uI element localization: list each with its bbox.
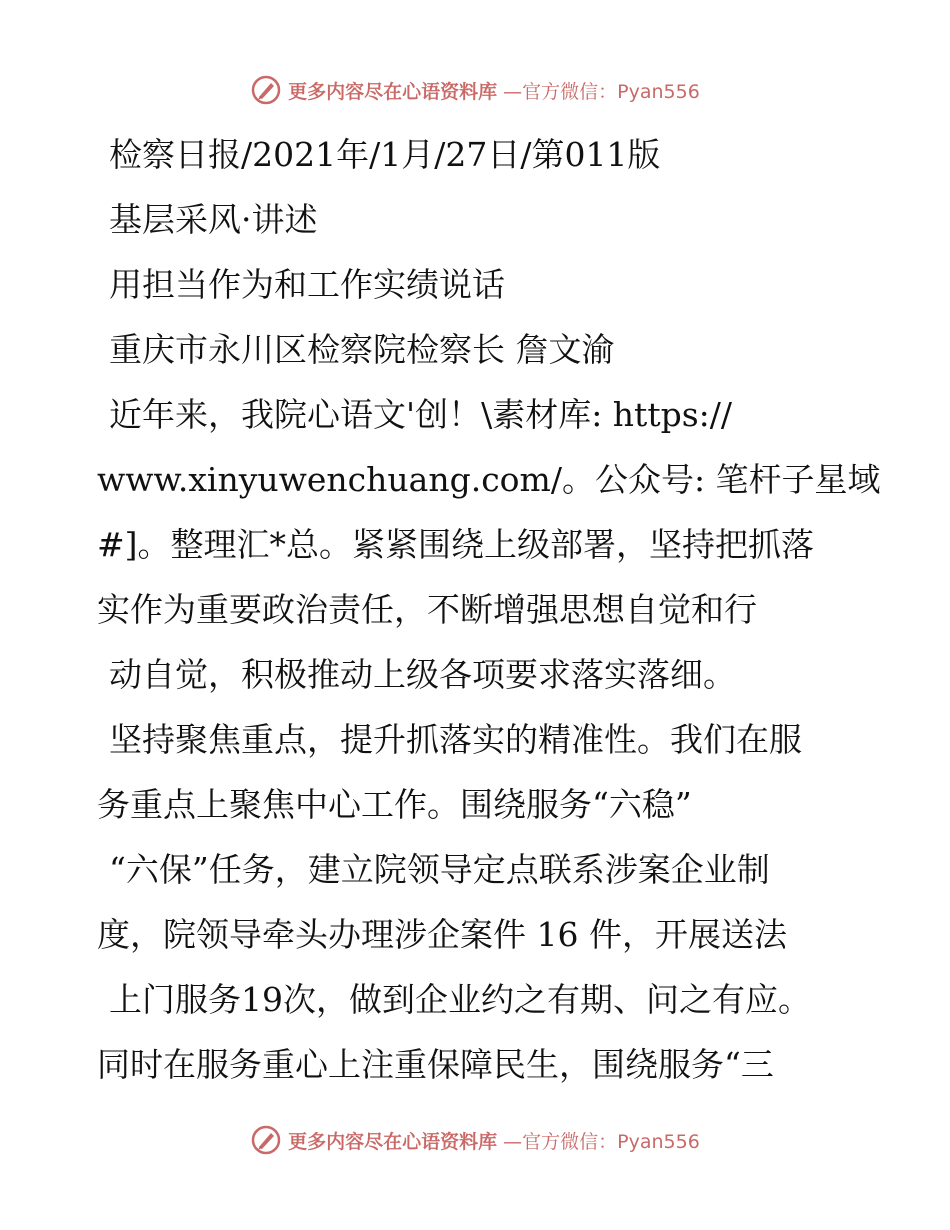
- text-line: 动自觉，积极推动上级各项要求落实落细。: [109, 655, 736, 694]
- watermark-main-text: 更多内容尽在心语资料库: [288, 80, 498, 103]
- document-body: [97, 122, 881, 1097]
- text-line: 近年来，我院心语文'创！\素材库: https://: [109, 395, 732, 434]
- text-line: 度，院领导牵头办理涉企案件 16 件，开展送法: [97, 915, 787, 954]
- watermark-sub-text: —官方微信：Pyan556: [503, 1130, 700, 1153]
- text-line: #]。整理汇*总。紧紧围绕上级部署，坚持把抓落: [97, 525, 815, 564]
- text-line: “六保”任务，建立院领导定点联系涉案企业制: [109, 850, 770, 889]
- watermark-sub-text: —官方微信：Pyan556: [503, 80, 700, 103]
- text-line: 上门服务19次，做到企业约之有期、问之有应。: [109, 980, 811, 1019]
- text-line: www.xinyuwenchuang.com/。公众号: 笔杆子星域: [97, 460, 881, 499]
- header-watermark: [0, 70, 950, 110]
- text-line: 检察日报/2021年/1月/27日/第011版: [109, 135, 661, 174]
- text-line: 务重点上聚焦中心工作。围绕服务“六稳”: [97, 785, 692, 824]
- text-line: 坚持聚焦重点，提升抓落实的精准性。我们在服: [109, 720, 802, 759]
- text-line: 基层采风·讲述: [109, 200, 318, 239]
- text-line: 同时在服务重心上注重保障民生，围绕服务“三: [97, 1045, 774, 1084]
- article-title: 用担当作为和工作实绩说话: [109, 265, 505, 304]
- pen-logo-icon: [250, 1124, 282, 1156]
- watermark-main-text: 更多内容尽在心语资料库: [288, 1130, 498, 1153]
- author-line: 重庆市永川区检察院检察长 詹文渝: [109, 330, 615, 369]
- footer-watermark: [0, 1120, 950, 1160]
- pen-logo-icon: [250, 74, 282, 106]
- text-line: 实作为重要政治责任，不断增强思想自觉和行: [97, 590, 757, 629]
